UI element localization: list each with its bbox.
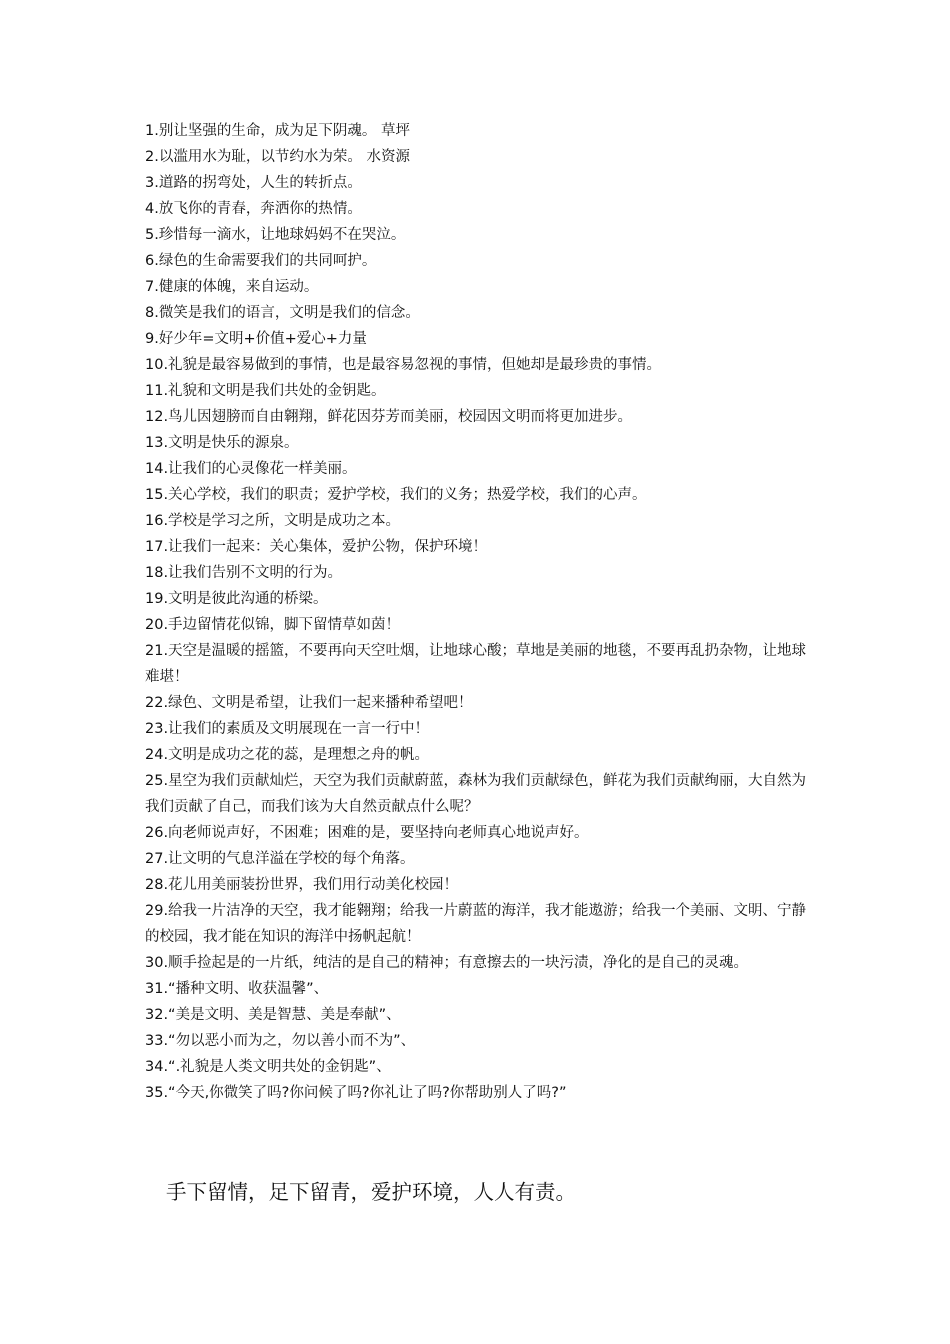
list-item: 22.绿色、文明是希望，让我们一起来播种希望吧！ [145, 695, 473, 711]
list-item: 33.“勿以恶小而为之，勿以善小而不为”、 [145, 1033, 416, 1049]
list-item: 19.文明是彼此沟通的桥梁。 [145, 591, 328, 607]
list-item: 35.“今天,你微笑了吗?你问候了吗?你礼让了吗?你帮助别人了吗?” [145, 1085, 567, 1101]
list-item: 21.天空是温暖的摇篮，不要再向天空吐烟，让地球心酸；草地是美丽的地毯，不要再乱扔杂物，让地球难堪！ [145, 643, 807, 685]
list-item: 23.让我们的素质及文明展现在一言一行中！ [145, 721, 430, 737]
list-item: 34.“.礼貌是人类文明共处的金钥匙”、 [145, 1059, 391, 1075]
list-item: 18.让我们告别不文明的行为。 [145, 565, 343, 581]
list-item: 32.“美是文明、美是智慧、美是奉献”、 [145, 1007, 401, 1023]
list-item: 10.礼貌是最容易做到的事情，也是最容易忽视的事情，但她却是最珍贵的事情。 [145, 357, 662, 373]
list-item: 20.手边留情花似锦，脚下留情草如茵！ [145, 617, 401, 633]
list-item: 26.向老师说声好，不困难；困难的是，要坚持向老师真心地说声好。 [145, 825, 589, 841]
list-item: 5.珍惜每一滴水，让地球妈妈不在哭泣。 [145, 227, 406, 243]
slogan-list [145, 118, 817, 1106]
list-item: 6.绿色的生命需要我们的共同呵护。 [145, 253, 377, 269]
list-item: 17.让我们一起来：关心集体，爱护公物，保护环境！ [145, 539, 488, 555]
list-item: 8.微笑是我们的语言，文明是我们的信念。 [145, 305, 420, 321]
list-item: 30.顺手捡起是的一片纸，纯洁的是自己的精神；有意擦去的一块污渍，净化的是自己的灵魂。 [145, 955, 749, 971]
list-item: 4.放飞你的青春，奔洒你的热情。 [145, 201, 362, 217]
list-item: 9.好少年=文明+价值+爱心+力量 [145, 331, 367, 347]
list-item: 12.鸟儿因翅膀而自由翱翔，鲜花因芬芳而美丽，校园因文明而将更加进步。 [145, 409, 633, 425]
list-item: 25.星空为我们贡献灿烂，天空为我们贡献蔚蓝，森林为我们贡献绿色，鲜花为我们贡献绚丽，大自然为我们贡献了自己，而我们该为大自然贡献点什么呢？ [145, 773, 807, 815]
list-item: 27.让文明的气息洋溢在学校的每个角落。 [145, 851, 415, 867]
list-item: 24.文明是成功之花的蕊，是理想之舟的帆。 [145, 747, 430, 763]
list-item: 1.别让坚强的生命，成为足下阴魂。 草坪 [145, 123, 410, 139]
list-item: 7.健康的体魄，来自运动。 [145, 279, 319, 295]
list-item: 14.让我们的心灵像花一样美丽。 [145, 461, 357, 477]
list-item: 15.关心学校，我们的职责；爱护学校，我们的义务；热爱学校，我们的心声。 [145, 487, 647, 503]
list-item: 16.学校是学习之所，文明是成功之本。 [145, 513, 401, 529]
closing-slogan: 手下留情，足下留青，爱护环境，人人有责。 [166, 1180, 576, 1204]
list-item: 11.礼貌和文明是我们共处的金钥匙。 [145, 383, 386, 399]
list-item: 31.“播种文明、收获温馨”、 [145, 981, 329, 997]
list-item: 28.花儿用美丽装扮世界，我们用行动美化校园！ [145, 877, 459, 893]
list-item: 29.给我一片洁净的天空，我才能翱翔；给我一片蔚蓝的海洋，我才能遨游；给我一个美丽、文明、宁静的校园，我才能在知识的海洋中扬帆起航！ [145, 903, 807, 945]
list-item: 13.文明是快乐的源泉。 [145, 435, 299, 451]
list-item: 2.以滥用水为耻，以节约水为荣。 水资源 [145, 149, 410, 165]
list-item: 3.道路的拐弯处，人生的转折点。 [145, 175, 362, 191]
